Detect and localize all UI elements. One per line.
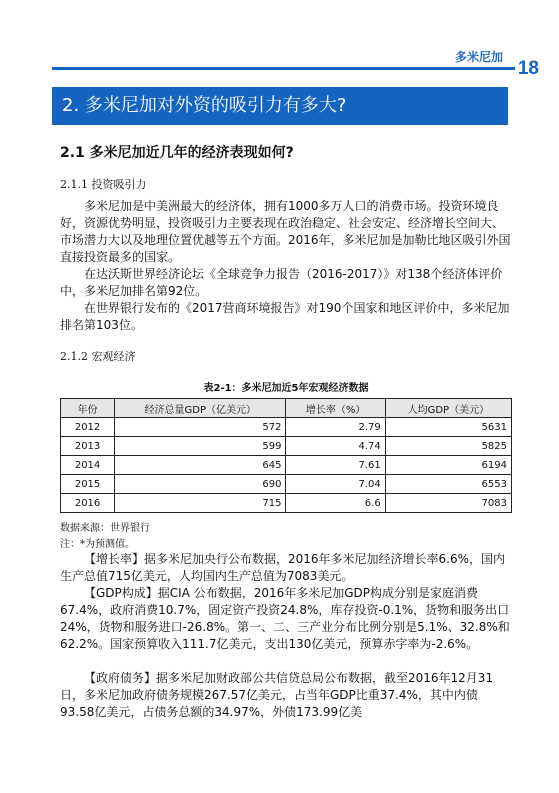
table-cell: 5631 bbox=[385, 418, 511, 437]
paragraph: 在世界银行发布的《2017营商环境报告》对190个国家和地区评价中，多米尼加排名第103位。 bbox=[60, 301, 510, 332]
column-header: 增长率（%） bbox=[286, 399, 385, 418]
table-cell: 2016 bbox=[61, 494, 115, 513]
paragraph: 【增长率】据多米尼加央行公布数据，2016年多米尼加经济增长率6.6%，国内生产总值715亿美元，人均国内生产总值为7083美元。 bbox=[60, 552, 506, 583]
table-cell: 2013 bbox=[61, 437, 115, 456]
table-cell: 2012 bbox=[61, 418, 115, 437]
table-row bbox=[61, 456, 512, 475]
table-cell: 2.79 bbox=[286, 418, 385, 437]
table-row bbox=[61, 418, 512, 437]
table-cell: 6553 bbox=[385, 475, 511, 494]
paragraph: 多米尼加是中美洲最大的经济体，拥有1000多万人口的消费市场。投资环境良好，资源优势明显，投资吸引力主要表现在政治稳定、社会安定、经济增长空间大、市场潜力大以及地理位置优越等五个方面。2016年，多米尼加是加勒比地区吸引外国直接投资最多的国家。 bbox=[60, 199, 511, 264]
header-rule bbox=[52, 67, 515, 70]
table-cell: 7.61 bbox=[286, 456, 385, 475]
subsection-heading-investment: 2.1.1 投资吸引力 bbox=[60, 178, 147, 191]
header-country: 多米尼加 bbox=[454, 50, 503, 64]
column-header: 经济总量GDP（亿美元） bbox=[115, 399, 286, 418]
table-cell: 690 bbox=[115, 475, 286, 494]
table-source: 数据来源：世界银行 bbox=[60, 523, 150, 534]
table-cell: 599 bbox=[115, 437, 286, 456]
table-cell: 5825 bbox=[385, 437, 511, 456]
table-cell: 715 bbox=[115, 494, 286, 513]
macro-data-table bbox=[60, 398, 512, 513]
page-number: 18 bbox=[517, 58, 539, 79]
section-heading: 2.1 多米尼加近几年的经济表现如何? bbox=[60, 145, 294, 161]
table-row bbox=[61, 494, 512, 513]
table-cell: 4.74 bbox=[286, 437, 385, 456]
table-caption: 表2-1：多米尼加近5年宏观经济数据 bbox=[203, 383, 369, 394]
table-row bbox=[61, 475, 512, 494]
table-cell: 6.6 bbox=[286, 494, 385, 513]
paragraph: 在达沃斯世界经济论坛《全球竞争力报告（2016-2017）》对138个经济体评价中，多米尼加排名第92位。 bbox=[60, 267, 503, 298]
table-cell: 6194 bbox=[385, 456, 511, 475]
table-cell: 645 bbox=[115, 456, 286, 475]
table-cell: 7.04 bbox=[286, 475, 385, 494]
table-cell: 2014 bbox=[61, 456, 115, 475]
table-cell: 572 bbox=[115, 418, 286, 437]
paragraph: 【政府债务】据多米尼加财政部公共信贷总局公布数据，截至2016年12月31日，多米尼加政府债务规模267.57亿美元，占当年GDP比重37.4%，其中内债93.58亿美元，占债务总额的34.97%，外债173.99亿美 bbox=[60, 671, 494, 719]
table-row bbox=[61, 437, 512, 456]
column-header: 人均GDP（美元） bbox=[385, 399, 511, 418]
column-header: 年份 bbox=[61, 399, 115, 418]
subsection-heading-macro: 2.1.2 宏观经济 bbox=[60, 350, 136, 363]
chapter-title: 2. 多米尼加对外资的吸引力有多大? bbox=[52, 87, 508, 125]
table-cell: 2015 bbox=[61, 475, 115, 494]
table-footnote: 注：*为预测值。 bbox=[60, 539, 135, 550]
table-cell: 7083 bbox=[385, 494, 511, 513]
table-header-row bbox=[61, 399, 512, 418]
paragraph: 【GDP构成】据CIA 公布数据，2016年多米尼加GDP构成分别是家庭消费67.4%，政府消费10.7%，固定资产投资24.8%，库存投资-0.1%，货物和服务出口24%，货物和服务进口-26.8%。第一、二、三产业分布比例分别是5.1%、32.8%和62.2%。国家预算收入111.7亿美元，支出130亿美元，预算赤字率为-2.6%。 bbox=[60, 586, 510, 651]
